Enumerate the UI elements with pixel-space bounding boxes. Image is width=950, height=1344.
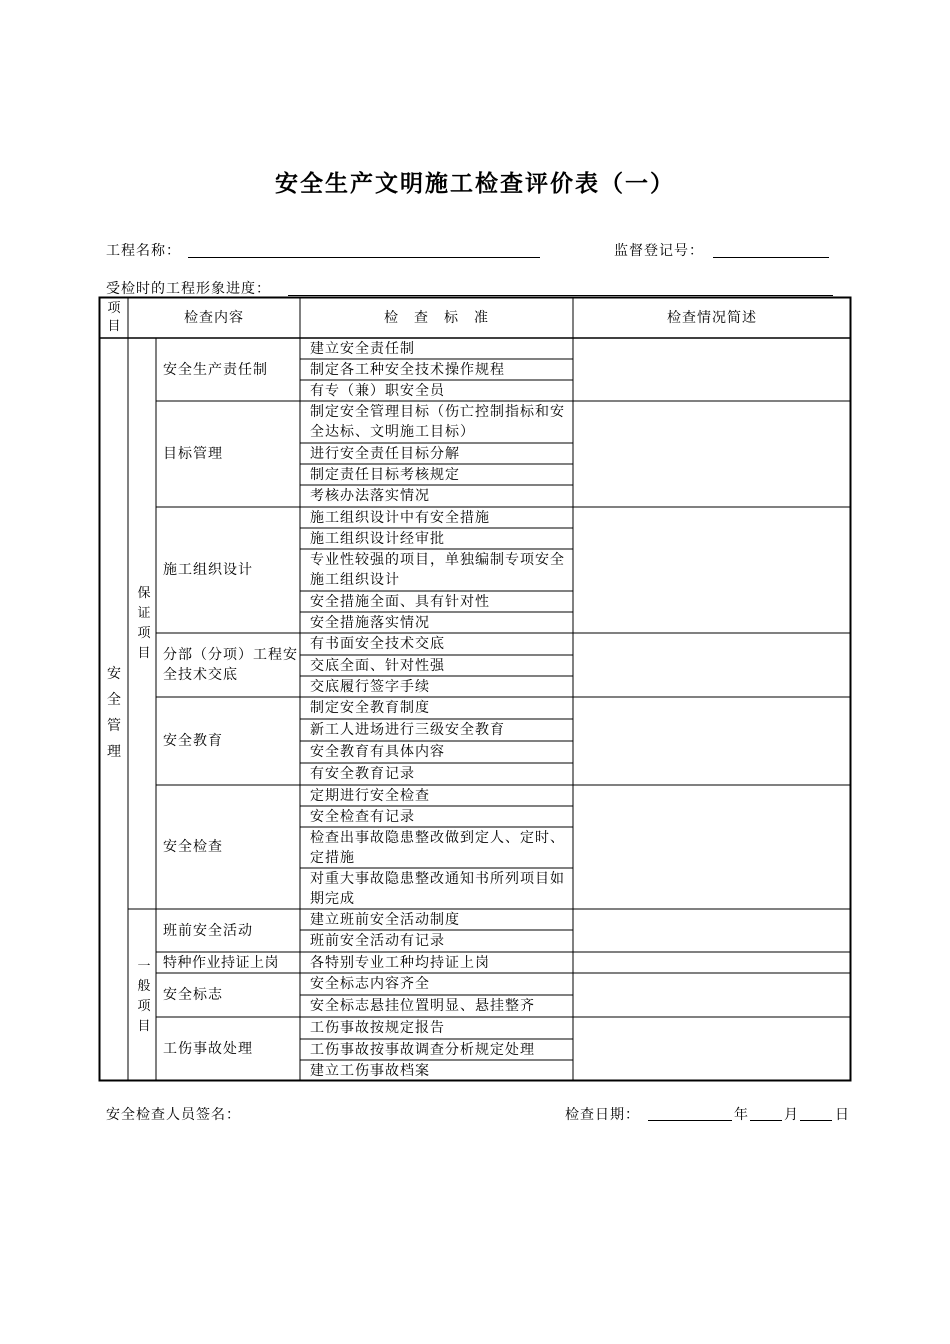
inspector-signature-label: 安全检查人员签名： (106, 1107, 241, 1123)
date-year-field[interactable] (648, 1120, 732, 1121)
standard-cell: 交底全面、针对性强 (310, 657, 445, 674)
standard-cell: 工伤事故按事故调查分析规定处理 (310, 1041, 535, 1058)
standard-cell: 专业性较强的项目，单独编制专项安全施工组织设计 (310, 552, 565, 588)
standard-cell: 安全标志内容齐全 (310, 976, 430, 992)
standard-cell: 考核办法落实情况 (310, 488, 430, 504)
standard-cell: 安全教育有具体内容 (310, 744, 445, 760)
standard-cell: 建立工伤事故档案 (310, 1062, 430, 1079)
project-name-label: 工程名称： (106, 243, 181, 259)
date-year-unit: 年 (734, 1107, 749, 1123)
standard-cell: 安全检查有记录 (310, 808, 415, 825)
standard-cell: 有专（兼）职安全员 (310, 382, 445, 399)
standard-cell: 制定安全管理目标（伤亡控制指标和安全达标、文明施工目标） (310, 404, 565, 440)
standard-cell: 建立安全责任制 (310, 340, 415, 357)
content-cell: 安全检查 (163, 839, 223, 855)
col-desc-header: 检查情况简述 (667, 309, 757, 326)
content-cell: 安全标志 (163, 987, 223, 1003)
project-name-field[interactable] (188, 257, 540, 258)
date-month-field[interactable] (750, 1120, 782, 1121)
content-cell: 安全生产责任制 (163, 361, 268, 378)
group-general-label: 一般项目 (137, 959, 151, 1034)
standard-cell: 各特别专业工种均持证上岗 (310, 954, 490, 971)
standard-cell: 检查出事故隐患整改做到定人、定时、定措施 (310, 829, 565, 866)
col-item-header: 项目 (107, 301, 121, 334)
supervision-no-field[interactable] (713, 257, 829, 258)
date-day-unit: 日 (835, 1107, 850, 1123)
inspection-date-label: 检查日期： (565, 1107, 640, 1123)
standard-cell: 施工组织设计中有安全措施 (310, 509, 490, 526)
standard-cell: 制定安全教育制度 (310, 700, 430, 716)
content-cell: 班前安全活动 (163, 922, 253, 939)
standard-cell: 交底履行签字手续 (310, 678, 430, 695)
standard-cell: 进行安全责任目标分解 (310, 445, 460, 462)
content-cell: 工伤事故处理 (163, 1041, 253, 1057)
page-title: 安全生产文明施工检查评价表（一） (275, 171, 675, 197)
standard-cell: 安全措施全面、具有针对性 (310, 593, 490, 610)
standard-cell: 有安全教育记录 (310, 766, 415, 782)
standard-cell: 安全标志悬挂位置明显、悬挂整齐 (310, 998, 535, 1014)
standard-cell: 班前安全活动有记录 (310, 933, 445, 949)
date-day-field[interactable] (800, 1120, 832, 1121)
col-content-header: 检查内容 (184, 309, 244, 326)
date-month-unit: 月 (784, 1107, 799, 1123)
content-cell: 目标管理 (163, 446, 223, 462)
content-cell: 施工组织设计 (163, 562, 253, 578)
standard-cell: 定期进行安全检查 (310, 787, 430, 804)
content-cell: 分部（分项）工程安全技术交底 (163, 647, 298, 683)
standard-cell: 工伤事故按规定报告 (310, 1020, 445, 1036)
category-label: 安全管理 (107, 666, 121, 760)
col-standard-header: 检 查 标 准 (384, 309, 489, 326)
content-cell: 特种作业持证上岗 (163, 954, 279, 971)
content-cell: 安全教育 (163, 733, 223, 749)
standard-cell: 对重大事故隐患整改通知书所列项目如期完成 (310, 870, 565, 907)
standard-cell: 制定责任目标考核规定 (310, 466, 460, 483)
standard-cell: 建立班前安全活动制度 (310, 911, 460, 928)
standard-cell: 制定各工种安全技术操作规程 (310, 361, 505, 378)
standard-cell: 施工组织设计经审批 (310, 530, 445, 547)
standard-cell: 新工人进场进行三级安全教育 (310, 722, 505, 738)
standard-cell: 有书面安全技术交底 (310, 636, 445, 652)
supervision-no-label: 监督登记号： (614, 243, 704, 259)
group-guarantee-label: 保证项目 (137, 586, 151, 661)
progress-label: 受检时的工程形象进度： (106, 281, 271, 297)
standard-cell: 安全措施落实情况 (310, 614, 430, 631)
progress-field[interactable] (288, 295, 833, 296)
